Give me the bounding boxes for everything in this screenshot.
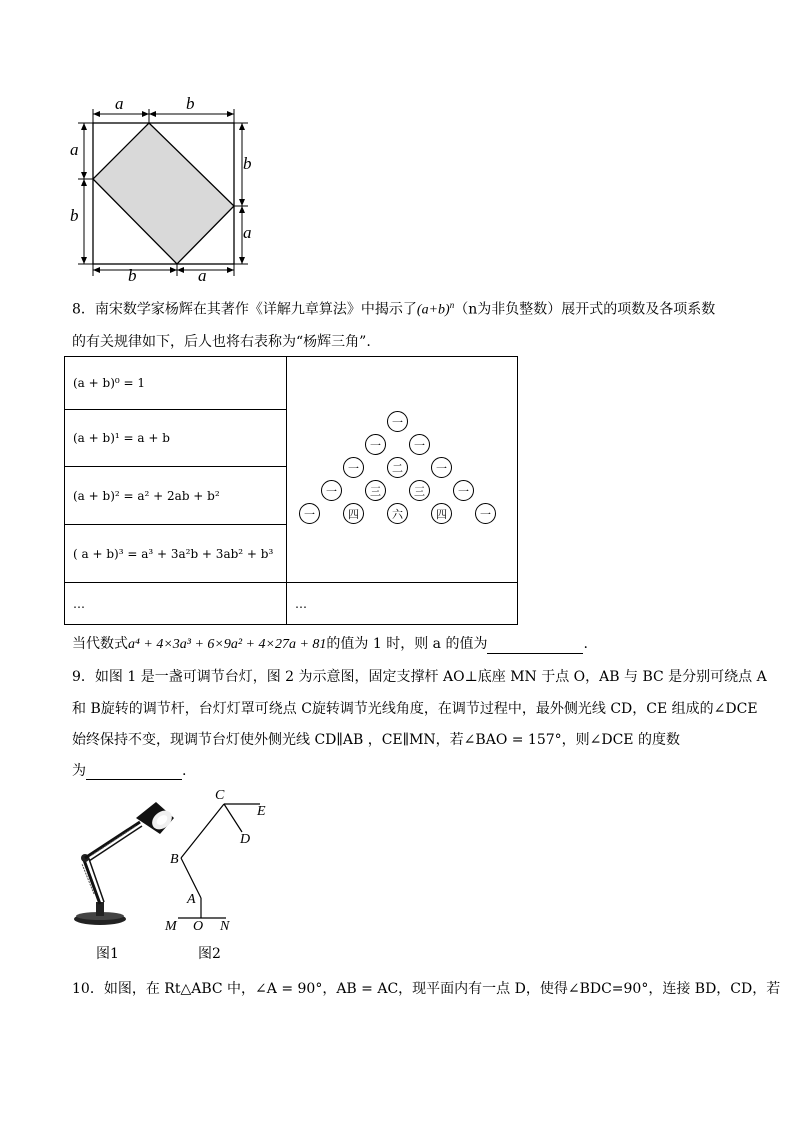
point-C: C [215, 788, 225, 803]
triangle-node: 一 [453, 480, 474, 501]
figure1-caption: 图1 [96, 946, 119, 962]
q10-line1 [72, 980, 781, 998]
triangle-node: 三 [409, 480, 430, 501]
q9-line1-text: 如图 1 是一盏可调节台灯，图 2 为示意图，固定支撑杆 AO⊥底座 MN 于点 O，AB 与 BC 是分别可绕点 A [94, 669, 767, 685]
point-D: D [240, 832, 251, 847]
q9-answer-blank[interactable] [86, 765, 182, 780]
yanghui-triangle-cell [287, 357, 518, 583]
q8-line2: 的有关规律如下，后人也将右表称为“杨辉三角”. [72, 334, 371, 350]
point-N: N [220, 919, 230, 934]
square-figure-svg [66, 90, 256, 280]
point-O: O [193, 919, 204, 934]
bottom-label-a: a [198, 266, 207, 285]
q8-question-pre: 当代数式 [72, 636, 128, 652]
triangle-ellipsis: … [287, 583, 518, 625]
lamp-schematic [160, 788, 280, 938]
point-M: M [165, 919, 177, 934]
point-A: A [187, 892, 196, 907]
expansion-row-2: (a + b)² = a² + 2ab + b² [65, 467, 287, 525]
left-label-b: b [70, 206, 79, 225]
triangle-node: 一 [409, 434, 430, 455]
expansion-row-3: ( a + b)³ = a³ + 3a²b + 3ab² + b³ [65, 525, 287, 583]
q9-line4-end: . [182, 763, 187, 779]
triangle-node: 一 [431, 457, 452, 478]
triangle-node: 二 [387, 457, 408, 478]
left-label-a: a [70, 140, 79, 159]
q9-line3: 始终保持不变，现调节台灯使外侧光线 CD∥AB ，CE∥MN，若∠BAO = 157°，则∠DCE 的度数 [72, 732, 680, 748]
q8-formula: (a+b) [416, 302, 450, 318]
inner-rectangle [93, 123, 234, 264]
q8-question-post: 的值为 1 时，则 a 的值为 [326, 636, 488, 652]
triangle-node: 四 [431, 503, 452, 524]
right-label-a: a [243, 223, 252, 242]
q9-line4 [72, 762, 728, 780]
q8-line1 [72, 296, 728, 320]
point-B: B [170, 852, 179, 867]
q8-answer-blank[interactable] [487, 639, 583, 654]
triangle-node: 一 [321, 480, 342, 501]
figure2-caption: 图2 [198, 946, 221, 962]
top-label-a: a [115, 94, 124, 113]
top-label-b: b [186, 94, 195, 113]
right-label-b: b [243, 154, 252, 173]
q8-number: 8． [72, 301, 95, 318]
q9-line1 [72, 668, 767, 686]
q9-number: 9． [72, 669, 95, 685]
expansion-row-1: (a + b)¹ = a + b [65, 410, 287, 467]
triangle-node: 一 [387, 411, 408, 432]
triangle-node: 一 [343, 457, 364, 478]
q10-number: 10． [72, 981, 104, 997]
yanghui-table [64, 356, 518, 625]
q8-exponent: n [449, 300, 455, 310]
triangle-node: 一 [475, 503, 496, 524]
q8-question-end: . [583, 636, 588, 652]
bottom-label-b: b [128, 266, 137, 285]
q8-line1-post: （n为非负整数）展开式的项数及各项系数 [454, 301, 716, 318]
q8-line1-pre: 南宋数学家杨辉在其著作《详解九章算法》中揭示了 [94, 301, 417, 318]
triangle-node: 三 [365, 480, 386, 501]
q8-question-expr: a⁴ + 4×3a³ + 6×9a² + 4×27a + 81 [128, 637, 327, 652]
yanghui-triangle [287, 357, 533, 585]
triangle-node: 一 [365, 434, 386, 455]
triangle-node: 一 [299, 503, 320, 524]
square-figure [66, 90, 256, 285]
point-E: E [257, 804, 266, 819]
q9-line2: 和 B旋转的调节杆，台灯灯罩可绕点 C旋转调节光线角度，在调节过程中，最外侧光线 CD，CE 组成的∠DCE [72, 701, 758, 717]
triangle-node: 四 [343, 503, 364, 524]
expansion-row-4: … [65, 583, 287, 625]
triangle-node: 六 [387, 503, 408, 524]
q8-question [72, 635, 728, 654]
q10-text: 如图，在 Rt△ABC 中，∠A = 90°，AB = AC，现平面内有一点 D，使得∠BDC=90°，连接 BD，CD，若 [103, 981, 781, 997]
expansion-row-0: (a + b)⁰ = 1 [65, 357, 287, 410]
q9-line4-pre: 为 [72, 763, 86, 779]
